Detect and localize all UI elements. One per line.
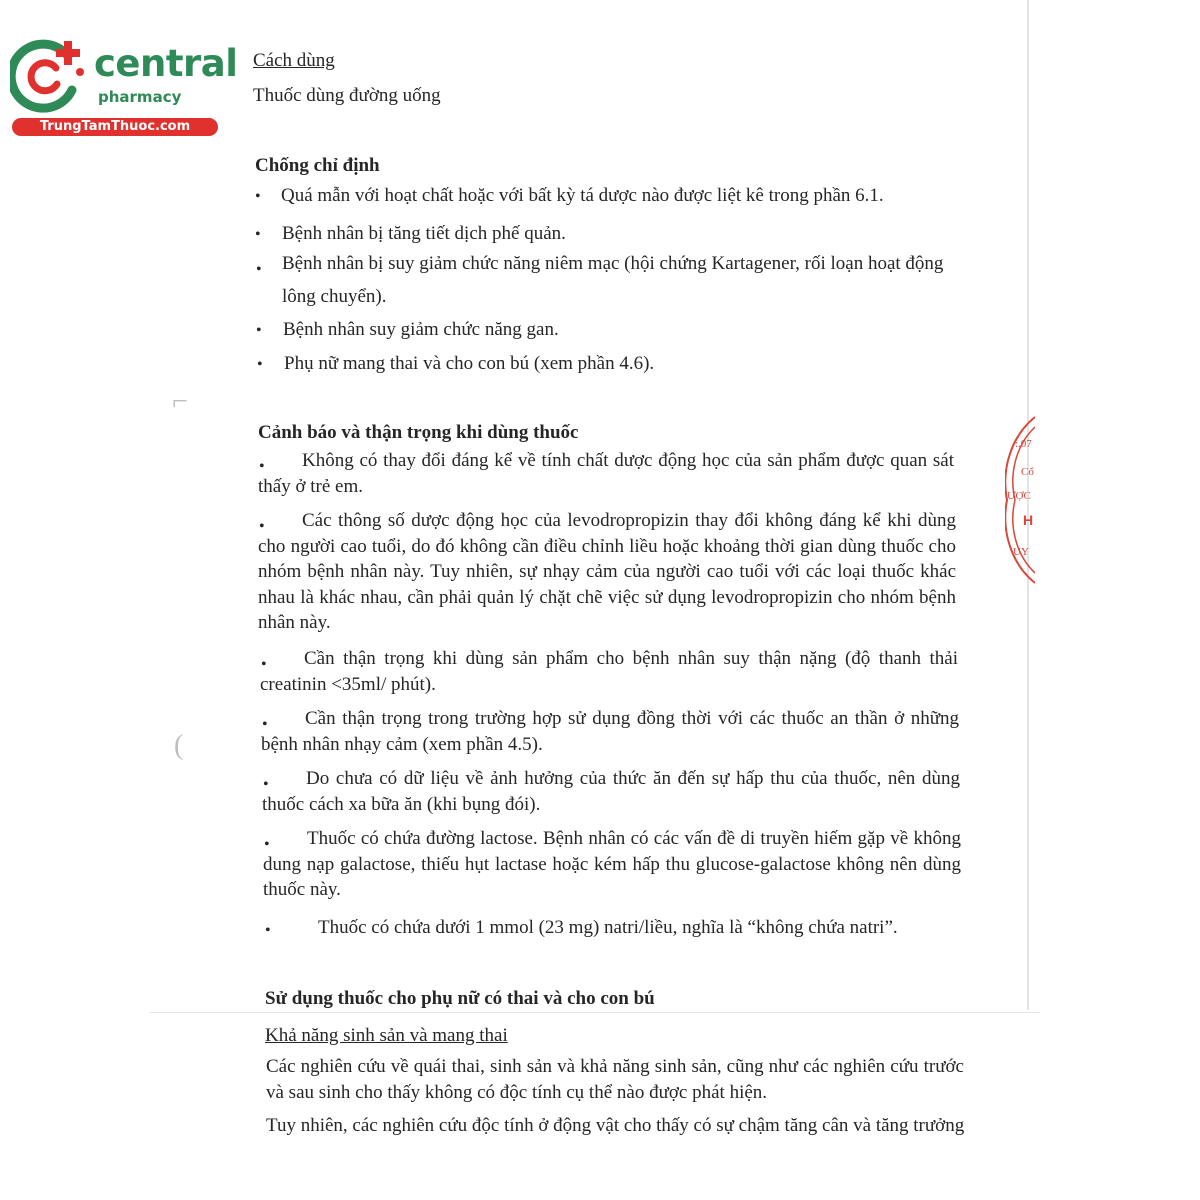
bullet: • [263,776,269,793]
contraindication-item: Bệnh nhân bị suy giảm chức năng niêm mạc (hội chứng Kartagener, rối loạn hoạt động [282,253,944,274]
pregnancy-paragraph-2: Tuy nhiên, các nghiên cứu độc tính ở động vật cho thấy có sự chậm tăng cân và tăng trưởng [266,1115,965,1136]
bullet: • [259,518,265,535]
contraindication-item-continued: lông chuyển). [282,286,387,307]
warning-text: Cần thận trọng trong trường hợp sử dụng đồng thời với các thuốc an thần ở những bệnh nhân nhạy cảm (xem phần 4.5). [261,708,959,755]
logo-subtitle: pharmacy [98,88,182,106]
warning-item [261,706,959,757]
warning-text: Cần thận trọng khi dùng sản phẩm cho bệnh nhân suy thận nặng (độ thanh thải creatinin <35ml/ phút). [260,648,958,695]
warning-text: Không có thay đổi đáng kể về tính chất dược động học của sản phẩm được quan sát thấy ở trẻ em. [258,450,954,497]
warning-item [263,826,961,903]
warning-item [258,508,956,636]
pregnancy-paragraph-1: Các nghiên cứu về quái thai, sinh sản và khả năng sinh sản, cũng như các nghiên cứu trước và sau sinh cho thấy không có độc tính cụ thể nào được phát hiện. [266,1056,964,1103]
stamp-fragment-1: :.07 [1015,438,1032,450]
scan-mark-1: ⌐ [172,386,188,417]
contraindication-item: Bệnh nhân suy giảm chức năng gan. [283,319,559,340]
warning-item [260,646,958,697]
red-stamp-fragment [1005,415,1035,585]
central-pharmacy-logo [10,38,238,138]
pregnancy-subheading: Khả năng sinh sản và mang thai [265,1025,508,1046]
warning-item [262,766,960,817]
warning-text: Do chưa có dữ liệu về ảnh hưởng của thức ăn đến sự hấp thu của thuốc, nên dùng thuốc cách xa bữa ăn (khi bụng đói). [262,768,960,815]
warning-item: Thuốc có chứa dưới 1 mmol (23 mg) natri/liều, nghĩa là “không chứa natri”. [318,917,898,938]
scan-mark-2: ( [174,730,184,761]
logo-name: central [94,42,238,85]
bullet: • [264,836,270,853]
pregnancy-heading: Sử dụng thuốc cho phụ nữ có thai và cho con bú [265,988,655,1009]
bullet: • [259,458,265,475]
warning-item [258,448,954,499]
usage-heading: Cách dùng [253,50,335,71]
contraindication-item: Phụ nữ mang thai và cho con bú (xem phần 4.6). [284,353,655,374]
bullet: • [255,226,261,243]
stamp-fragment-4: H [1023,512,1034,528]
bullet: • [256,261,262,278]
contraindication-item: Bệnh nhân bị tăng tiết dịch phế quản. [282,223,566,244]
logo-mark-icon [10,38,90,113]
page-bottom-edge [150,1012,1040,1013]
usage-text: Thuốc dùng đường uống [253,85,441,106]
bullet: • [261,656,267,673]
warning-text: Các thông số dược động học của levodropropizin thay đổi không đáng kể khi dùng cho người cao tuổi, do đó không cần điều chỉnh liều hoặc khoảng thời gian dùng thuốc cho nhóm bệnh nhân này. Tuy nhiên, sự nhạy cảm của người cao tuổi với các loại thuốc khác nhau là khác nhau, cần phải quản lý chặt chẽ việc sử dụng levodropropizin cho nhóm bệnh nhân này. [258,510,956,633]
bullet: • [255,188,261,205]
contraindications-heading: Chống chỉ định [255,155,380,176]
warnings-heading: Cảnh báo và thận trọng khi dùng thuốc [258,422,579,443]
bullet: • [257,356,263,373]
stamp-fragment-2: Cổ [1021,466,1034,478]
contraindication-item: Quá mẫn với hoạt chất hoặc với bất kỳ tá dược nào được liệt kê trong phần 6.1. [281,185,884,206]
stamp-fragment-5: UY [1013,546,1029,558]
bullet: • [256,322,262,339]
bullet: • [262,716,268,733]
warning-text: Thuốc có chứa đường lactose. Bệnh nhân có các vấn đề di truyền hiếm gặp về không dung nạp galactose, thiếu hụt lactase hoặc kém hấp thu glucose-galactose không nên dùng thuốc này. [263,828,961,900]
stamp-fragment-3: ƯỢC [1007,490,1031,502]
bullet: • [265,922,271,939]
logo-url-badge: TrungTamThuoc.com [12,118,218,136]
